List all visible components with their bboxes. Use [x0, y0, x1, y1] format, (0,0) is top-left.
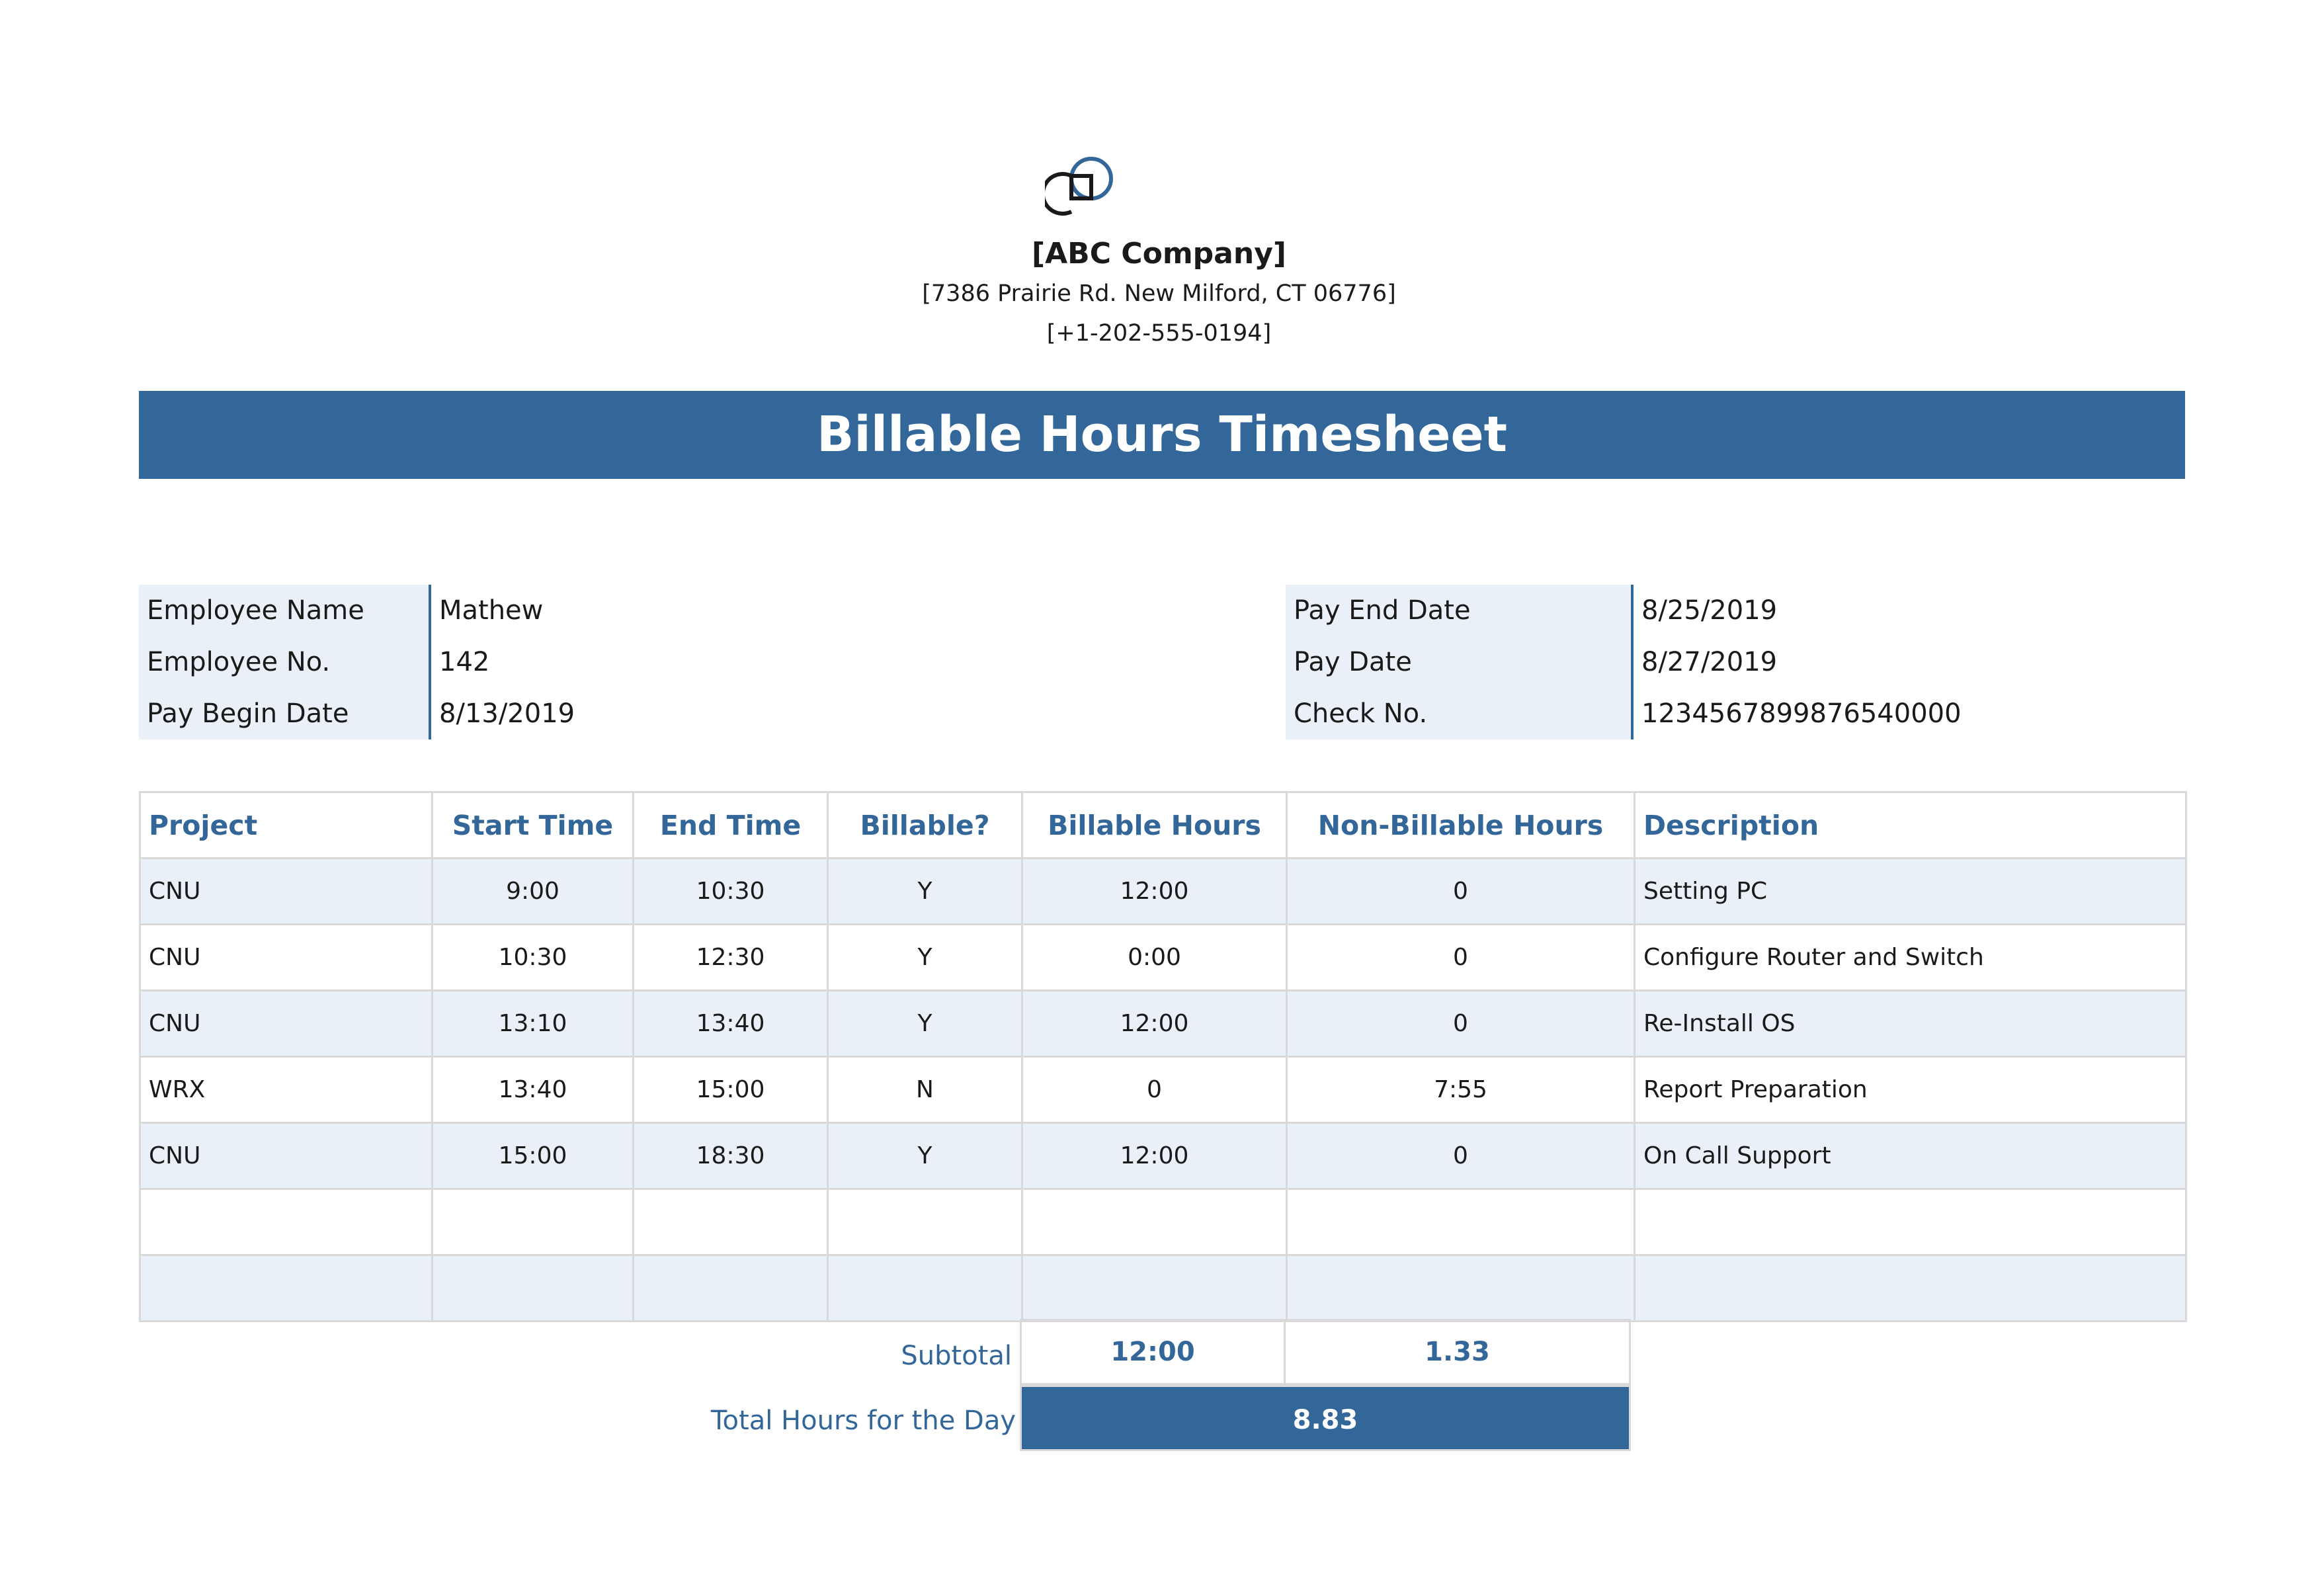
- cell-billable[interactable]: Y: [828, 991, 1022, 1057]
- cell-project[interactable]: [140, 1189, 433, 1255]
- cell-start-time[interactable]: 10:30: [433, 925, 634, 991]
- table-row: [140, 991, 2186, 1057]
- cell-billable[interactable]: [828, 1189, 1022, 1255]
- cell-start-time[interactable]: [433, 1255, 634, 1322]
- cell-billable[interactable]: Y: [828, 925, 1022, 991]
- check-no-label: Check No.: [1286, 688, 1631, 739]
- cell-end-time[interactable]: [634, 1255, 828, 1322]
- cell-non-billable-hours[interactable]: [1287, 1255, 1635, 1322]
- subtotal-non-billable-value: 1.33: [1284, 1319, 1631, 1385]
- table-row: [140, 859, 2186, 925]
- subtotal-billable-value: 12:00: [1020, 1319, 1286, 1385]
- header-start-time: Start Time: [433, 792, 634, 859]
- cell-non-billable-hours[interactable]: 7:55: [1287, 1057, 1635, 1123]
- cell-billable-hours[interactable]: 0: [1022, 1057, 1287, 1123]
- employee-no-value: 142: [439, 647, 490, 677]
- cell-end-time[interactable]: 15:00: [634, 1057, 828, 1123]
- cell-billable-hours[interactable]: [1022, 1255, 1287, 1322]
- total-hours-label: Total Hours for the Day: [710, 1406, 1016, 1436]
- cell-billable[interactable]: N: [828, 1057, 1022, 1123]
- company-logo-icon: [1045, 153, 1118, 226]
- total-hours-value: 8.83: [1020, 1385, 1631, 1451]
- cell-project[interactable]: WRX: [140, 1057, 433, 1123]
- cell-billable-hours[interactable]: 12:00: [1022, 859, 1287, 925]
- cell-description[interactable]: [1635, 1189, 2186, 1255]
- cell-description[interactable]: [1635, 1255, 2186, 1322]
- table-row: [140, 1255, 2186, 1322]
- cell-start-time[interactable]: 13:40: [433, 1057, 634, 1123]
- employee-name-label: Employee Name: [139, 585, 429, 636]
- pay-begin-date-label: Pay Begin Date: [139, 688, 429, 739]
- company-address: [7386 Prairie Rd. New Milford, CT 06776]: [922, 280, 1396, 307]
- cell-description[interactable]: Configure Router and Switch: [1635, 925, 2186, 991]
- pay-date-label: Pay Date: [1286, 636, 1631, 688]
- cell-start-time[interactable]: 9:00: [433, 859, 634, 925]
- check-no-value: 1234567899876540000: [1641, 698, 1962, 729]
- table-header-row: [140, 792, 2186, 859]
- cell-non-billable-hours[interactable]: 0: [1287, 925, 1635, 991]
- table-row: [140, 925, 2186, 991]
- cell-end-time[interactable]: 13:40: [634, 991, 828, 1057]
- cell-description[interactable]: Setting PC: [1635, 859, 2186, 925]
- cell-billable-hours[interactable]: [1022, 1189, 1287, 1255]
- header-non-billable-hours: Non-Billable Hours: [1287, 792, 1635, 859]
- pay-end-date-value: 8/25/2019: [1641, 595, 1778, 626]
- cell-description[interactable]: On Call Support: [1635, 1123, 2186, 1189]
- employee-name-value: Mathew: [439, 595, 544, 626]
- cell-project[interactable]: [140, 1255, 433, 1322]
- cell-end-time[interactable]: 12:30: [634, 925, 828, 991]
- cell-billable-hours[interactable]: 12:00: [1022, 991, 1287, 1057]
- cell-billable-hours[interactable]: 12:00: [1022, 1123, 1287, 1189]
- pay-end-date-label: Pay End Date: [1286, 585, 1631, 636]
- cell-billable[interactable]: Y: [828, 1123, 1022, 1189]
- employee-no-label: Employee No.: [139, 636, 429, 688]
- company-name: [ABC Company]: [1032, 237, 1286, 271]
- cell-non-billable-hours[interactable]: 0: [1287, 991, 1635, 1057]
- page-title: Billable Hours Timesheet: [139, 391, 2185, 479]
- cell-non-billable-hours[interactable]: 0: [1287, 859, 1635, 925]
- cell-project[interactable]: CNU: [140, 991, 433, 1057]
- cell-non-billable-hours[interactable]: 0: [1287, 1123, 1635, 1189]
- header-billable: Billable?: [828, 792, 1022, 859]
- table-row: [140, 1189, 2186, 1255]
- timesheet-table: [139, 791, 2187, 1322]
- table-row: [140, 1123, 2186, 1189]
- company-phone: [+1-202-555-0194]: [1046, 320, 1272, 347]
- cell-project[interactable]: CNU: [140, 859, 433, 925]
- cell-project[interactable]: CNU: [140, 1123, 433, 1189]
- cell-start-time[interactable]: [433, 1189, 634, 1255]
- cell-billable[interactable]: [828, 1255, 1022, 1322]
- header-description: Description: [1635, 792, 2186, 859]
- cell-start-time[interactable]: 15:00: [433, 1123, 634, 1189]
- header-end-time: End Time: [634, 792, 828, 859]
- subtotal-label: Subtotal: [901, 1341, 1012, 1371]
- cell-project[interactable]: CNU: [140, 925, 433, 991]
- header-project: Project: [140, 792, 433, 859]
- cell-non-billable-hours[interactable]: [1287, 1189, 1635, 1255]
- table-row: [140, 1057, 2186, 1123]
- cell-end-time[interactable]: [634, 1189, 828, 1255]
- cell-description[interactable]: Re-Install OS: [1635, 991, 2186, 1057]
- header-billable-hours: Billable Hours: [1022, 792, 1287, 859]
- cell-billable-hours[interactable]: 0:00: [1022, 925, 1287, 991]
- cell-start-time[interactable]: 13:10: [433, 991, 634, 1057]
- cell-billable[interactable]: Y: [828, 859, 1022, 925]
- cell-end-time[interactable]: 18:30: [634, 1123, 828, 1189]
- cell-description[interactable]: Report Preparation: [1635, 1057, 2186, 1123]
- pay-begin-date-value: 8/13/2019: [439, 698, 575, 729]
- pay-date-value: 8/27/2019: [1641, 647, 1778, 677]
- cell-end-time[interactable]: 10:30: [634, 859, 828, 925]
